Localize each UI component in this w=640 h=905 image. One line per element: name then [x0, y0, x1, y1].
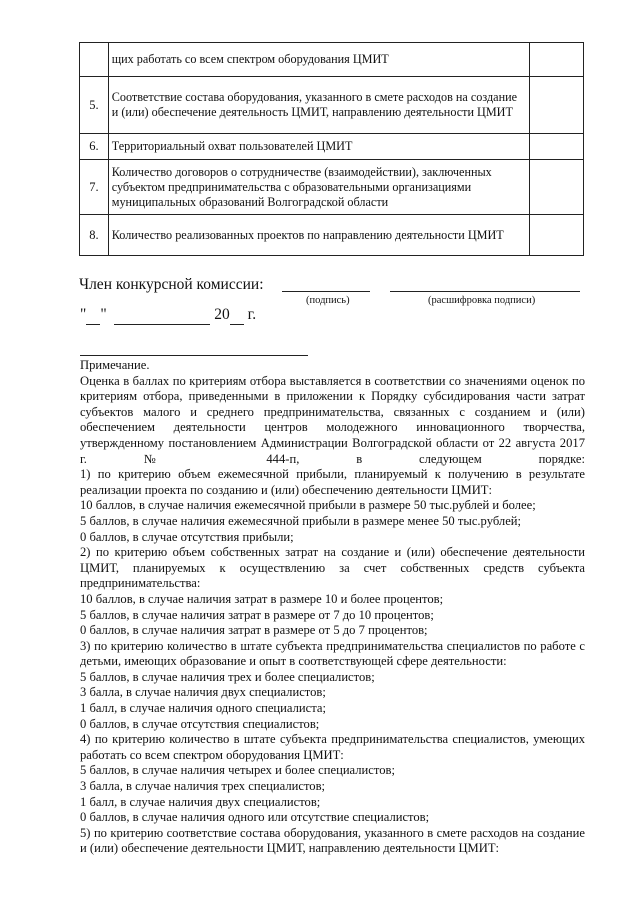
row-number: 8. — [80, 215, 109, 256]
criterion-text: Территориальный охват пользователей ЦМИТ — [108, 134, 529, 160]
criterion-text: щих работать со всем спектром оборудования ЦМИТ — [108, 43, 529, 77]
table-row — [80, 160, 584, 215]
date-quote-open: " — [80, 306, 87, 323]
table-row — [80, 134, 584, 160]
criterion-text: Соответствие состава оборудования, указанного в смете расходов на создание и (или) обеспечение деятельность ЦМИТ, направлению деятельности ЦМИТ — [108, 77, 529, 134]
score-cell — [529, 160, 583, 215]
note-paragraph: 0 баллов, в случае отсутствия прибыли; — [80, 529, 294, 544]
note-paragraph: 3 балла, в случае наличия двух специалистов; — [80, 685, 326, 700]
note-separator — [80, 355, 308, 356]
score-cell — [529, 134, 583, 160]
signature-decoding-line — [390, 291, 580, 292]
note-paragraph: 3 балла, в случае наличия трех специалистов; — [80, 779, 326, 794]
row-number — [80, 43, 109, 77]
note-paragraph: 1 балл, в случае наличия двух специалистов; — [80, 794, 321, 809]
score-cell — [529, 215, 583, 256]
note-paragraph: 4) по критерию количество в штате субъекта предпринимательства специалистов, умеющих работать со всем спектром оборудования ЦМИТ: — [80, 732, 585, 762]
note-paragraph: 3) по критерию количество в штате субъекта предпринимательства специалистов по работе с детьми, имеющих образование и опыт в соответствующей сфере деятельности: — [80, 638, 585, 669]
signature-caption: (подпись) — [306, 295, 350, 306]
date-quote-close: " — [100, 306, 107, 323]
note-heading: Примечание. — [80, 358, 150, 372]
commission-member-label: Член конкурсной комиссии: — [79, 276, 264, 293]
criteria-table — [79, 42, 584, 256]
row-number: 5. — [80, 77, 109, 134]
note-paragraph: 1) по критерию объем ежемесячной прибыли, планируемый к получению в результате реализации проекта по созданию и (или) обеспечению деятельности ЦМИТ: — [80, 467, 585, 497]
table-row — [80, 77, 584, 134]
note-paragraph: 0 баллов, в случае наличия затрат в размере от 5 до 7 процентов; — [80, 623, 428, 638]
year-blank — [230, 306, 244, 325]
criterion-text: Количество договоров о сотрудничестве (взаимодействии), заключенных субъектом предпринимательства с образовательными организациями муниципальных образований Волгоградской области — [108, 160, 529, 215]
note-paragraph: 2) по критерию объем собственных затрат на создание и (или) обеспечение деятельности ЦМИТ, планируемых к осуществлению за счет собственных средств субъекта предпринимательства: — [80, 545, 585, 591]
note-paragraph: 0 баллов, в случае наличия одного или отсутствие специалистов; — [80, 810, 430, 825]
date-line — [80, 306, 256, 325]
note-paragraph: 5 баллов, в случае наличия затрат в размере от 7 до 10 процентов; — [80, 607, 434, 622]
note-paragraph: 5) по критерию соответствие состава оборудования, указанного в смете расходов на создание и (или) обеспечение деятельности ЦМИТ, направлению деятельности ЦМИТ: — [80, 825, 585, 856]
note-paragraph: 0 баллов, в случае отсутствия специалистов; — [80, 716, 320, 731]
score-cell — [529, 43, 583, 77]
signature-decoding-caption: (расшифровка подписи) — [428, 295, 536, 306]
table-row — [80, 215, 584, 256]
year-suffix: г. — [247, 306, 257, 323]
note-paragraph: Оценка в баллах по критериям отбора выставляется в соответствии со значениями оценок по критериям отбора, приведенными в приложении к Порядку субсидирования части затрат субъектов малого и среднего предпринимательства, связанных с созданием и (или) обеспечением деятельности центров молодежного инновационного творчества, утвержденному постановлением Администрации Волгоградской области от 22 августа 2017 г. № 444-п, в следующем порядке: — [80, 373, 585, 466]
note-paragraph: 5 баллов, в случае наличия четырех и более специалистов; — [80, 763, 395, 778]
criterion-text: Количество реализованных проектов по направлению деятельности ЦМИТ — [108, 215, 529, 256]
signature-line — [282, 291, 370, 292]
note-paragraph: 1 балл, в случае наличия одного специалиста; — [80, 701, 326, 716]
month-blank — [114, 306, 210, 325]
note-section — [80, 358, 585, 857]
row-number: 7. — [80, 160, 109, 215]
day-blank — [86, 306, 100, 325]
note-paragraph: 5 баллов, в случае наличия ежемесячной прибыли в размере менее 50 тыс.рублей; — [80, 513, 522, 528]
year-prefix: 20 — [214, 306, 230, 323]
note-paragraph: 5 баллов, в случае наличия трех и более специалистов; — [80, 669, 375, 684]
note-paragraph: 10 баллов, в случае наличия затрат в размере 10 и более процентов; — [80, 591, 444, 606]
table-row — [80, 43, 584, 77]
row-number: 6. — [80, 134, 109, 160]
score-cell — [529, 77, 583, 134]
note-paragraph: 10 баллов, в случае наличия ежемесячной прибыли в размере 50 тыс.рублей и более; — [80, 498, 536, 513]
